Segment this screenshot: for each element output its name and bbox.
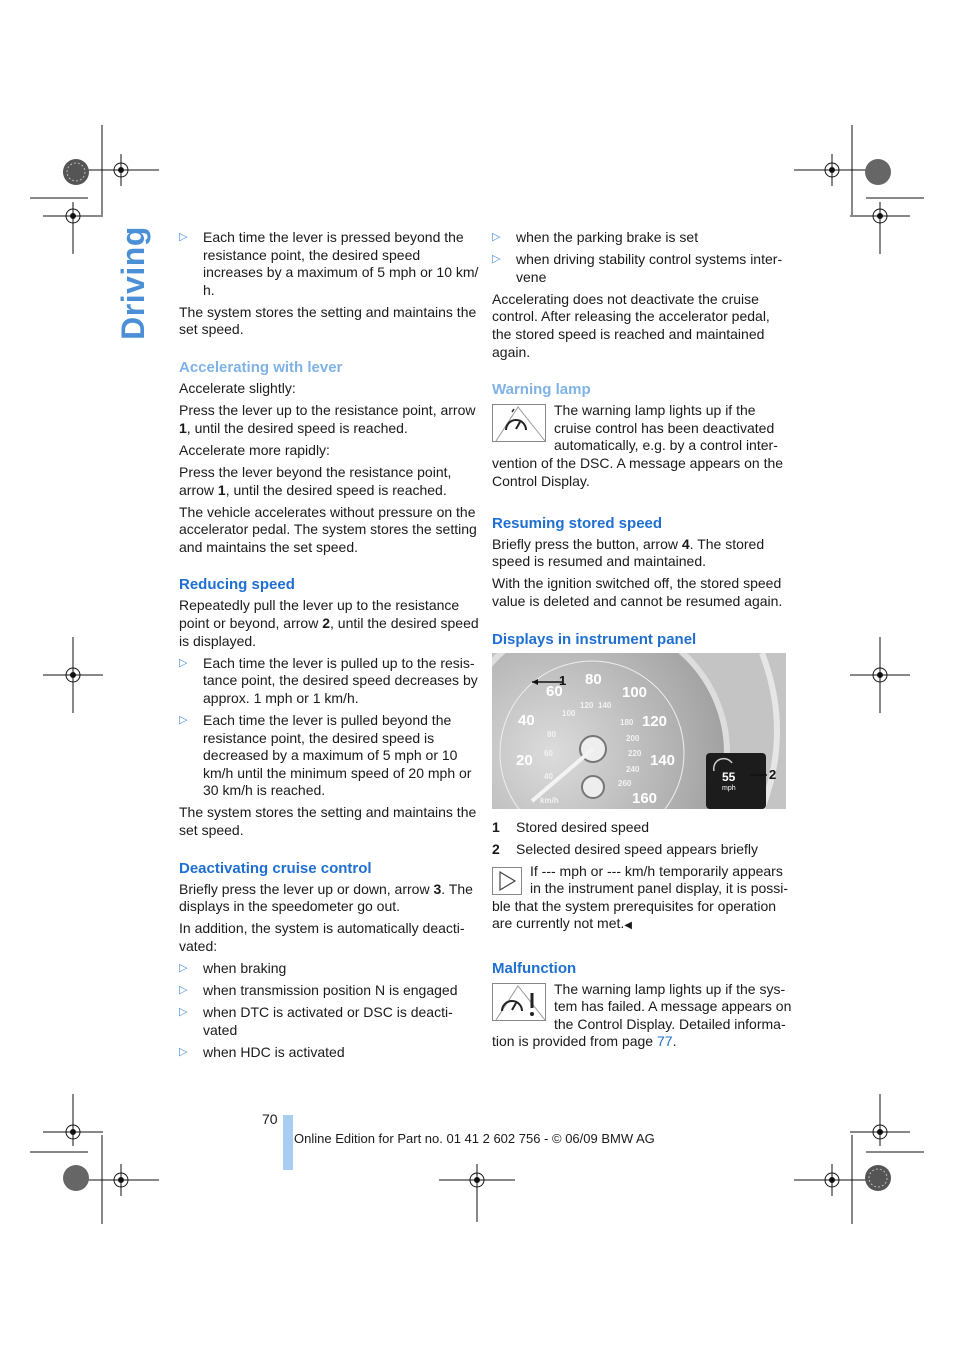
footer-edition: Online Edition for Part no. 01 41 2 602 756 - © 06/09 BMW AG bbox=[294, 1131, 655, 1146]
speedometer-illustration bbox=[492, 653, 786, 809]
note-triangle-icon bbox=[492, 867, 522, 895]
list-item: ▷ when braking bbox=[179, 960, 287, 976]
inner-tick-label: 40 bbox=[544, 771, 553, 781]
list-item: ▷ when HDC is activated bbox=[179, 1043, 345, 1060]
callout-1: 1 bbox=[559, 672, 567, 688]
right-column bbox=[492, 229, 792, 1055]
bullet-triangle-icon: ▷ bbox=[179, 656, 188, 669]
outer-tick-label: 100 bbox=[622, 683, 648, 701]
section-heading-displays: Displays in instrument panel bbox=[492, 630, 697, 648]
footer-accent-bar bbox=[283, 1115, 293, 1170]
section-heading-warning-lamp: Warning lamp bbox=[492, 381, 591, 399]
outer-tick-label: 140 bbox=[650, 751, 676, 769]
paragraph: Briefly press the lever up or down, arrow 3. The displays in the speedometer go out. bbox=[179, 880, 473, 915]
paragraph: Briefly press the button, arrow 4. The stored speed is resumed and maintained. bbox=[492, 535, 765, 570]
inner-tick-label: 60 bbox=[544, 748, 553, 758]
speed-display bbox=[706, 753, 766, 809]
paragraph: The warning lamp lights up if the cruise control has been deactivated automatically, e.g. by a control intervention of the DSC. A message appears on the Control Display. bbox=[492, 402, 784, 489]
page-link[interactable]: 77 bbox=[656, 1033, 673, 1050]
outer-tick-label: 20 bbox=[516, 751, 533, 769]
paragraph: The system stores the setting and maintains the set speed. bbox=[179, 804, 477, 839]
cruise-control-malfunction-icon bbox=[492, 983, 546, 1021]
list-item: 1 Stored desired speed bbox=[492, 818, 650, 835]
inner-tick-label: 240 bbox=[626, 764, 640, 774]
list-item: ▷ when driving stability control systems intervene bbox=[492, 251, 783, 285]
outer-tick-label: 120 bbox=[642, 712, 668, 730]
bullet-triangle-icon: ▷ bbox=[179, 713, 188, 726]
bullet-triangle-icon: ▷ bbox=[179, 962, 188, 974]
sub-dial bbox=[582, 776, 604, 798]
bullet-triangle-icon: ▷ bbox=[492, 231, 501, 243]
paragraph: The vehicle accelerates without pressure on the accelerator pedal. The system stores the setting and maintains the set speed. bbox=[179, 503, 477, 555]
paragraph: Press the lever beyond the resistance point, arrow 1, until the desired speed is reached. bbox=[179, 463, 452, 498]
list-item: ▷ when the parking brake is set bbox=[492, 229, 699, 245]
inner-tick-label: 120 bbox=[580, 700, 594, 710]
outer-tick-label: 160 bbox=[632, 789, 658, 807]
inner-tick-label: 260 bbox=[618, 778, 632, 788]
inner-tick-label: 200 bbox=[626, 733, 640, 743]
inner-unit-label: km/h bbox=[540, 795, 559, 805]
section-heading-accelerating: Accelerating with lever bbox=[179, 359, 343, 377]
malfunction-block bbox=[492, 981, 792, 1056]
list-item: 2 Selected desired speed appears briefly bbox=[492, 840, 759, 857]
inner-tick-label: 180 bbox=[620, 717, 634, 727]
chapter-tab bbox=[112, 228, 156, 338]
warning-lamp-block bbox=[492, 402, 792, 494]
paragraph: In addition, the system is automatically deactivated: bbox=[179, 920, 465, 954]
bullet-triangle-icon: ▷ bbox=[179, 984, 188, 997]
paragraph: Press the lever up to the resistance point, arrow 1, until the desired speed is reached. bbox=[179, 402, 476, 436]
inner-tick-label: 140 bbox=[598, 700, 612, 710]
outer-tick-label: 40 bbox=[518, 711, 535, 729]
callout-2: 2 bbox=[769, 766, 777, 782]
paragraph: Accelerate more rapidly: bbox=[179, 441, 330, 458]
note-block bbox=[492, 863, 792, 940]
bullet-triangle-icon: ▷ bbox=[179, 231, 188, 243]
bullet-triangle-icon: ▷ bbox=[179, 1045, 188, 1058]
paragraph: Accelerating does not deactivate the cruise control. After releasing the accelerator pedal, the stored speed is reached and maintained again. bbox=[492, 290, 770, 360]
inner-tick-label: 100 bbox=[562, 708, 576, 718]
left-column bbox=[179, 229, 479, 1066]
page-number: 70 bbox=[262, 1111, 278, 1127]
list-item: ▷ Each time the lever is pressed beyond the resistance point, the desired speed increases by a maximum of 5 mph or 10 km/​h. bbox=[179, 229, 479, 298]
section-heading-deactivating: Deactivating cruise control bbox=[179, 859, 372, 877]
display-unit: mph bbox=[722, 784, 736, 792]
outer-tick-label: 80 bbox=[585, 670, 602, 688]
chapter-title: Driving bbox=[115, 226, 152, 340]
paragraph: Accelerate slightly: bbox=[179, 380, 296, 397]
paragraph: With the ignition switched off, the stored speed value is deleted and cannot be resumed again. bbox=[492, 575, 783, 609]
list-item: ▷ Each time the lever is pulled up to the resistance point, the desired speed decreases by approx. 1 mph or 1 km/h. bbox=[179, 654, 478, 706]
end-mark-icon: ◀ bbox=[624, 920, 632, 932]
bullet-triangle-icon: ▷ bbox=[179, 1006, 188, 1019]
list-item: ▷ Each time the lever is pulled beyond the resistance point, the desired speed is decreased by a maximum of 5 mph or 10 km/h until the minimum speed of 20 mph or 30 km/h is reached. bbox=[179, 711, 472, 799]
paragraph: Repeatedly pull the lever up to the resistance point or beyond, arrow 2, until the desired speed is displayed. bbox=[179, 597, 479, 649]
list-item: ▷ when transmission position N is engaged bbox=[179, 982, 458, 999]
cruise-control-warning-icon bbox=[492, 404, 546, 442]
outer-tick-label: 60 bbox=[546, 682, 563, 700]
bullet-triangle-icon: ▷ bbox=[492, 253, 501, 266]
list-item: ▷ when DTC is activated or DSC is deactivated bbox=[179, 1004, 453, 1038]
paragraph: If --- mph or --- km/h temporarily appears in the instrument panel display, it is possible that the system prerequisites for operation are currently not met.◀ bbox=[492, 862, 789, 932]
paragraph: The system stores the setting and maintains the set speed. bbox=[179, 303, 477, 338]
section-heading-resuming: Resuming stored speed bbox=[492, 514, 663, 532]
section-heading-reducing: Reducing speed bbox=[179, 576, 295, 594]
paragraph: The warning lamp lights up if the system has failed. A message appears on the Control Display. Detailed information is provided from page 77. bbox=[492, 980, 792, 1050]
display-value: 55 bbox=[722, 769, 736, 784]
section-heading-malfunction: Malfunction bbox=[492, 959, 577, 977]
inner-tick-label: 80 bbox=[547, 729, 556, 739]
inner-tick-label: 220 bbox=[628, 748, 642, 758]
